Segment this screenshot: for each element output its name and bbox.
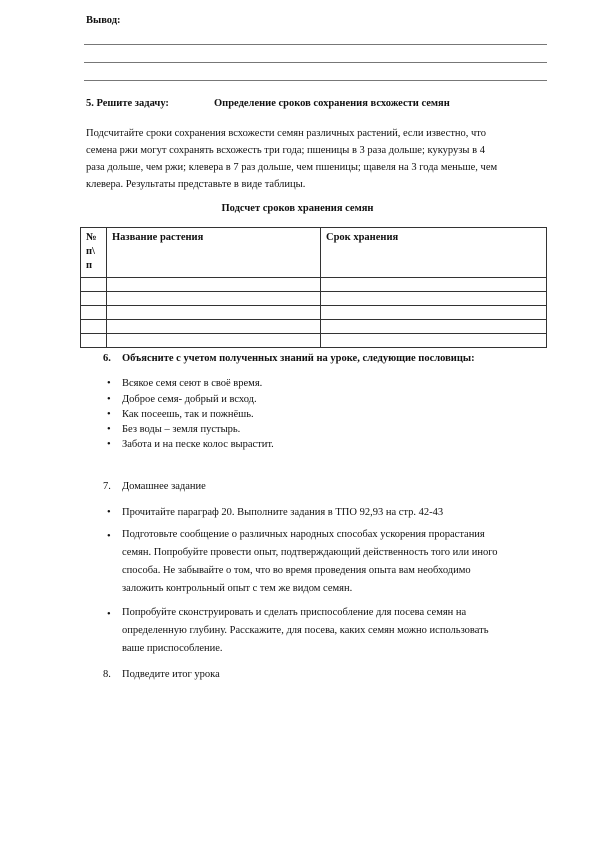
task8-title: Подведите итог урока xyxy=(122,669,220,680)
seeds-table xyxy=(80,227,547,348)
table-cell[interactable] xyxy=(107,334,321,348)
table-row xyxy=(81,306,547,320)
table-row xyxy=(81,292,547,306)
table-cell[interactable] xyxy=(81,292,107,306)
homework-line: заложить контрольный опыт с тем же видом семян. xyxy=(122,583,353,594)
homework-item: Прочитайте параграф 20. Выполните задания в ТПО 92,93 на стр. 42-43 xyxy=(122,507,444,518)
table-cell[interactable] xyxy=(107,306,321,320)
header-storage-term: Срок хранения xyxy=(321,228,547,278)
homework-line: определенную глубину. Расскажите, для посева, каких семян можно использовать xyxy=(122,625,489,636)
bullet-icon: • xyxy=(107,439,111,450)
table-cell[interactable] xyxy=(321,320,547,334)
answer-line-2 xyxy=(84,62,547,63)
bullet-icon: • xyxy=(107,394,111,405)
task5-text-line: раза дольше, чем ржи; клевера в 7 раз дольше, чем пшеницы; щавеля на 3 года меньше, чем xyxy=(86,162,498,173)
homework-line: семян. Попробуйте провести опыт, подтверждающий действенность того или иного xyxy=(122,547,498,558)
table-row xyxy=(81,278,547,292)
table-header-row xyxy=(81,228,547,278)
table-row xyxy=(81,320,547,334)
table-cell[interactable] xyxy=(107,278,321,292)
task7-title: Домашнее задание xyxy=(122,481,206,492)
task5-text-line: семена ржи могут сохранять всхожесть три года; пшеницы в 3 раза дольше; кукурузы в 4 xyxy=(86,145,485,156)
proverb-item: Доброе семя- добрый и всход. xyxy=(122,394,257,405)
task5-title: Определение сроков сохранения всхожести семян xyxy=(214,98,450,109)
table-cell[interactable] xyxy=(321,292,547,306)
task7-number: 7. xyxy=(103,481,111,492)
header-plant-name: Название растения xyxy=(107,228,321,278)
homework-line: ваше приспособление. xyxy=(122,643,223,654)
proverb-item: Всякое семя сеют в своё время. xyxy=(122,378,263,389)
bullet-icon: • xyxy=(107,507,111,518)
bullet-icon: • xyxy=(107,378,111,389)
table-cell[interactable] xyxy=(107,320,321,334)
table-cell[interactable] xyxy=(321,334,547,348)
proverb-item: Забота и на песке колос вырастит. xyxy=(122,439,274,450)
task5-text-line: Подсчитайте сроки сохранения всхожести семян различных растений, если известно, что xyxy=(86,128,487,139)
homework-line: Попробуйте сконструировать и сделать приспособление для посева семян на xyxy=(122,607,467,618)
task5-text-line: клевера. Результаты представьте в виде таблицы. xyxy=(86,179,306,190)
table-cell[interactable] xyxy=(81,278,107,292)
homework-item xyxy=(122,526,498,598)
table-row xyxy=(81,334,547,348)
homework-item xyxy=(122,604,489,658)
bullet-icon: • xyxy=(107,531,111,542)
table-cell[interactable] xyxy=(81,306,107,320)
homework-line: Подготовьте сообщение о различных народных способах ускорения прорастания xyxy=(122,529,485,540)
table-cell[interactable] xyxy=(81,320,107,334)
conclusion-label: Вывод: xyxy=(86,15,121,26)
table-cell[interactable] xyxy=(81,334,107,348)
task8-number: 8. xyxy=(103,669,111,680)
homework-line: способа. Не забывайте о том, что во время проведения опыта вам необходимо xyxy=(122,565,471,576)
bullet-icon: • xyxy=(107,409,111,420)
proverb-item: Как посеешь, так и пожнёшь. xyxy=(122,409,254,420)
bullet-icon: • xyxy=(107,609,111,620)
table-cell[interactable] xyxy=(107,292,321,306)
task5-text xyxy=(86,125,556,193)
table-cell[interactable] xyxy=(321,306,547,320)
proverb-item: Без воды – земля пустырь. xyxy=(122,424,241,435)
table-title: Подсчет сроков хранения семян xyxy=(221,203,374,214)
answer-line-1 xyxy=(84,44,547,45)
answer-line-3 xyxy=(84,80,547,81)
task5-label: 5. Решите задачу: xyxy=(86,98,169,109)
task6-title: Объясните с учетом полученных знаний на уроке, следующие пословицы: xyxy=(122,353,475,364)
bullet-icon: • xyxy=(107,424,111,435)
header-number: № п\ п xyxy=(81,228,107,278)
task6-number: 6. xyxy=(103,353,111,364)
table-cell[interactable] xyxy=(321,278,547,292)
